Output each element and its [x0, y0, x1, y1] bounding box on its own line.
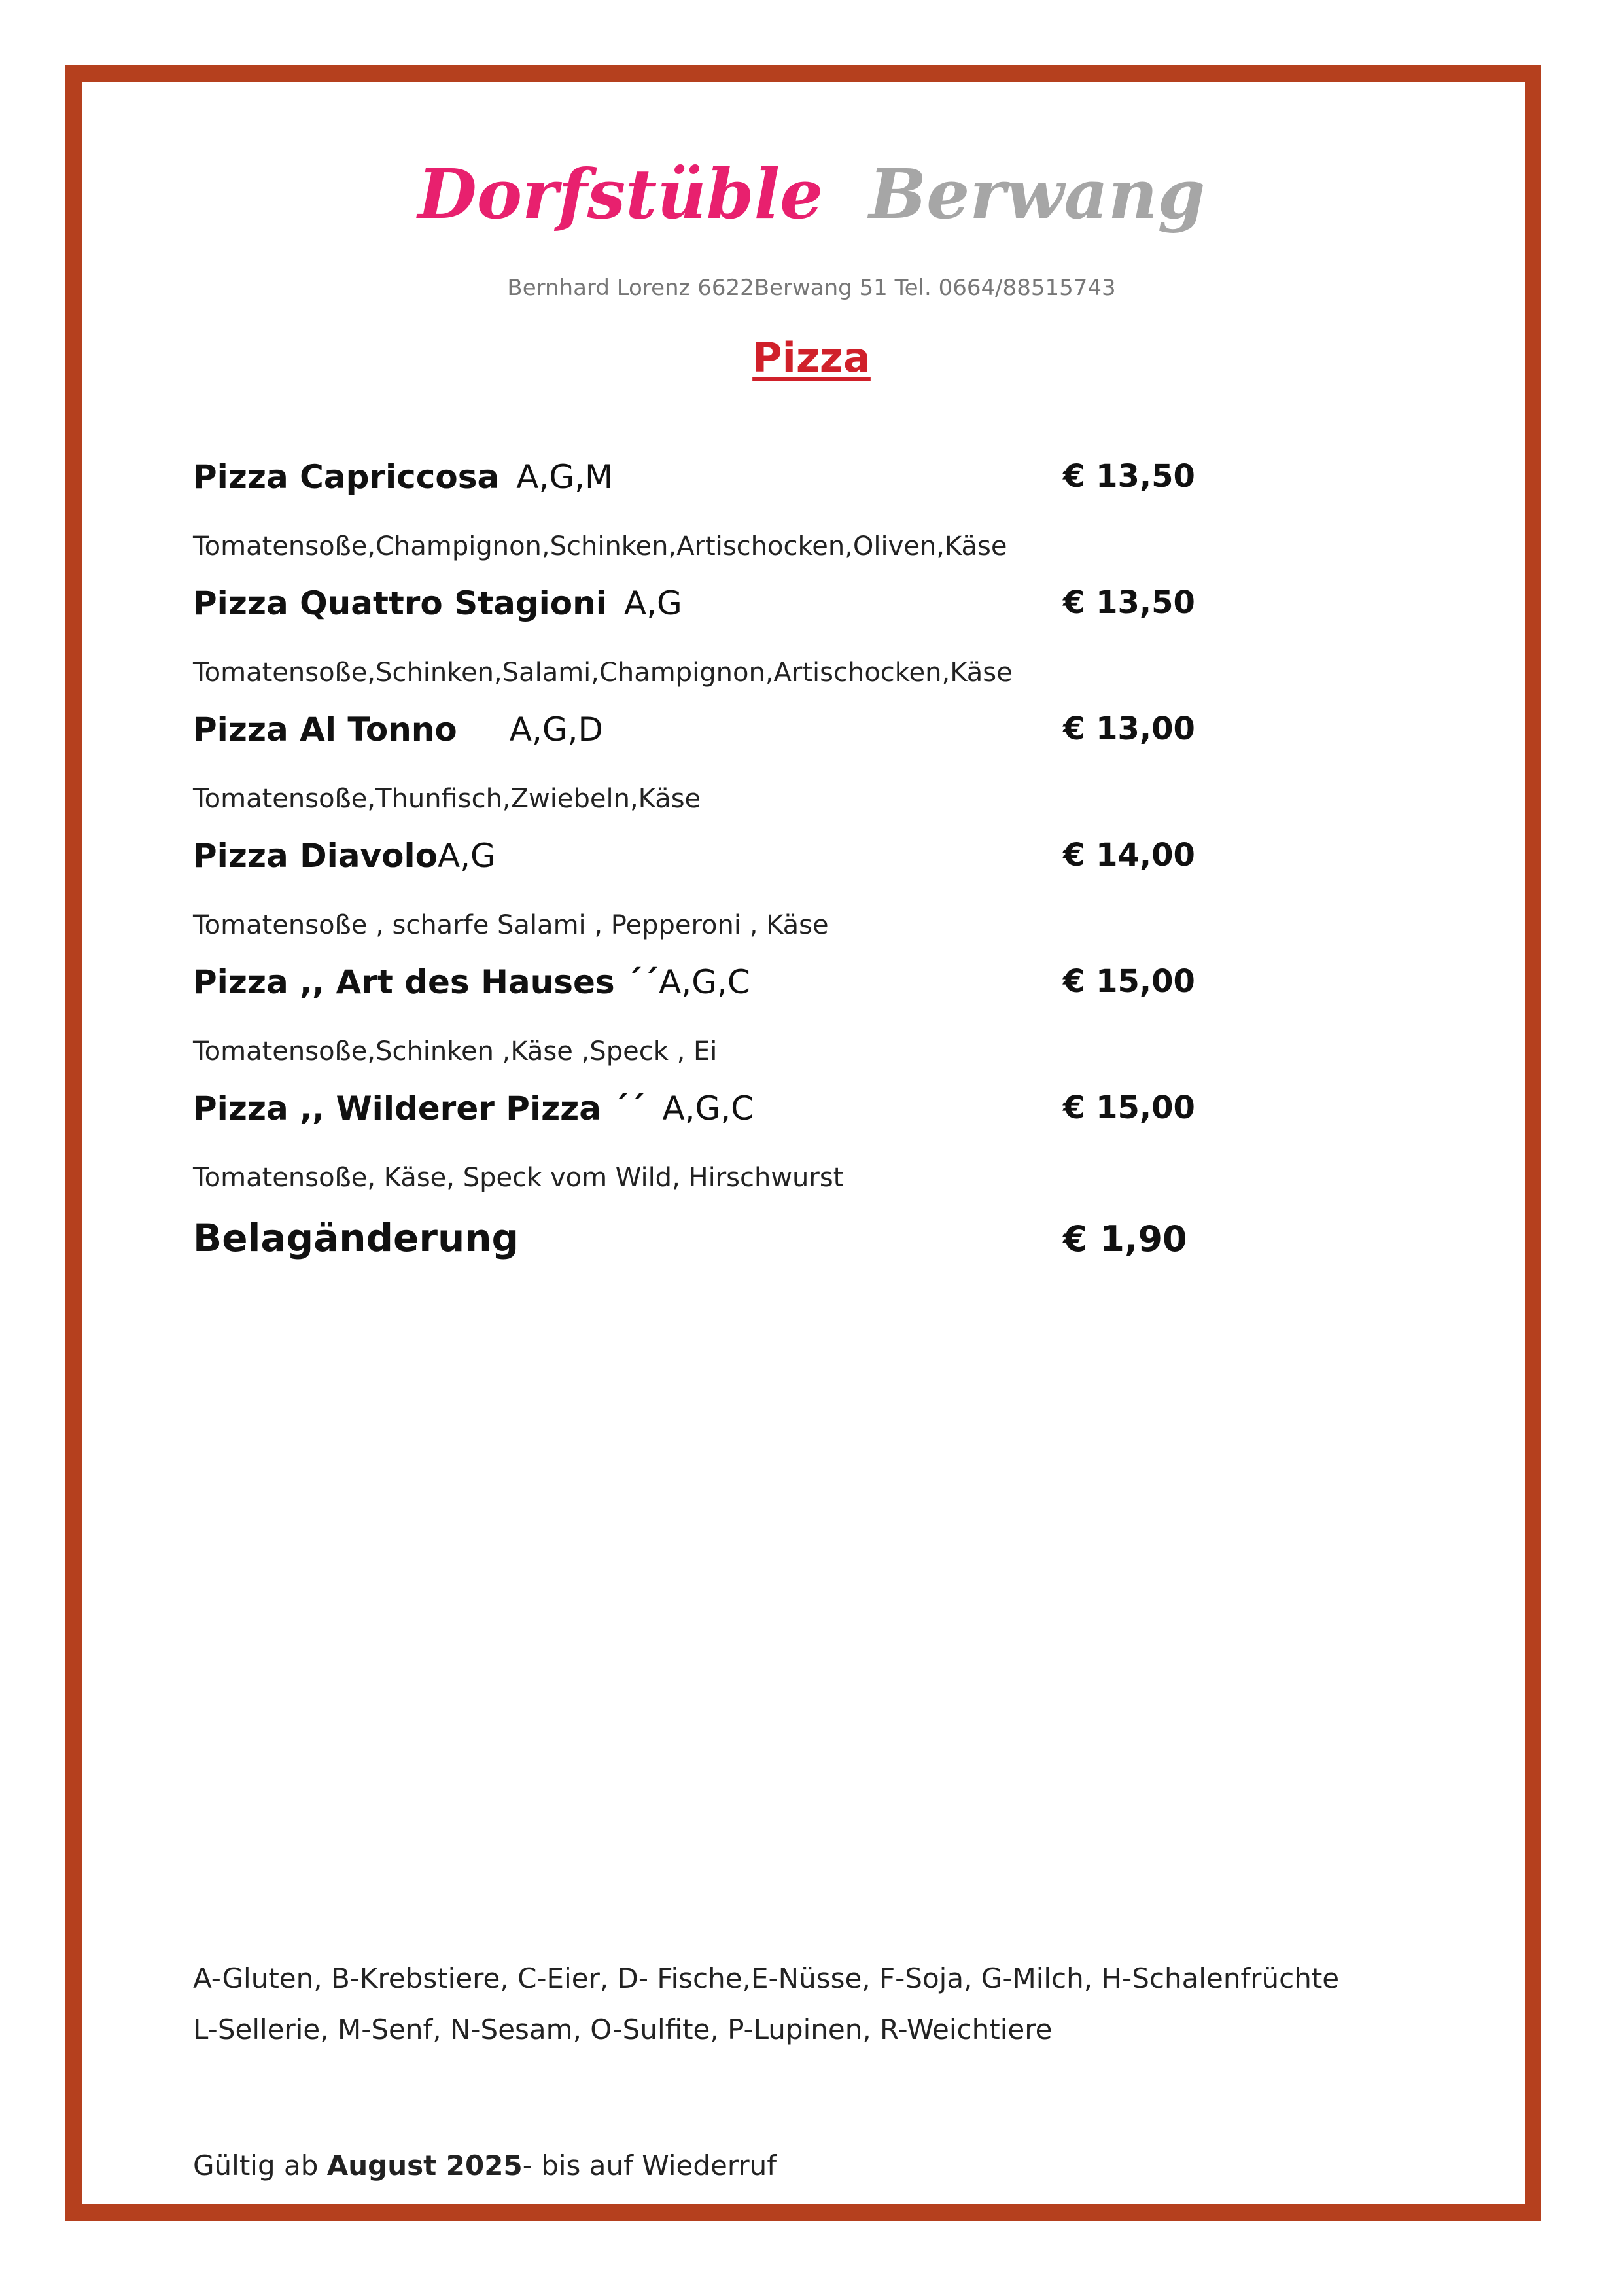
allergen-legend-line: A-Gluten, B-Krebstiere, C-Eier, D- Fische,E-Nüsse, F-Soja, G-Milch, H-Schalenfrüchte — [193, 1962, 1340, 1994]
item-description: Tomatensoße,Thunfisch,Zwiebeln,Käse — [193, 784, 701, 814]
item-description: Tomatensoße,Champignon,Schinken,Artischocken,Oliven,Käse — [193, 531, 1007, 561]
menu-item — [193, 458, 1240, 584]
validity-date: August 2025 — [326, 2149, 523, 2181]
item-name: Pizza Capriccosa — [193, 458, 500, 496]
item-price: € 13,50 — [1063, 458, 1195, 495]
item-price: € 13,50 — [1063, 584, 1195, 621]
menu-list — [193, 458, 1240, 1281]
item-description: Tomatensoße, Käse, Speck vom Wild, Hirschwurst — [193, 1163, 844, 1193]
menu-item — [193, 584, 1240, 711]
item-description: Tomatensoße,Schinken,Salami,Champignon,Artischocken,Käse — [193, 658, 1013, 688]
item-allergens: A,G,D — [509, 711, 603, 749]
item-name: Pizza Diavolo — [193, 837, 438, 875]
validity-prefix: Gültig ab — [193, 2149, 327, 2181]
item-price: € 14,00 — [1063, 837, 1195, 874]
item-description: Tomatensoße,Schinken ,Käse ,Speck , Ei — [193, 1036, 718, 1067]
item-name: Pizza ,, Wilderer Pizza ´´ — [193, 1089, 646, 1127]
item-allergens: A,G,C — [659, 963, 750, 1001]
menu-item — [193, 711, 1240, 837]
logo-word-dorfstueble: Dorfstüble — [417, 154, 824, 234]
allergen-legend — [193, 1953, 1339, 2055]
validity-note — [193, 2149, 777, 2181]
restaurant-logo — [0, 154, 1623, 234]
menu-item — [193, 837, 1240, 963]
item-allergens: A,G — [623, 584, 682, 622]
menu-item — [193, 1089, 1240, 1216]
section-title: Pizza — [752, 334, 871, 381]
allergen-legend-line: L-Sellerie, M-Senf, N-Sesam, O-Sulfite, P-Lupinen, R-Weichtiere — [193, 2013, 1053, 2045]
contact-address: Bernhard Lorenz 6622Berwang 51 Tel. 0664/88515743 — [507, 275, 1116, 301]
item-name: Pizza Quattro Stagioni — [193, 584, 607, 622]
item-description: Tomatensoße , scharfe Salami , Pepperoni , Käse — [193, 910, 829, 940]
item-allergens: A,G,M — [516, 458, 614, 496]
item-name: Pizza Al Tonno — [193, 711, 457, 749]
item-price: € 15,00 — [1063, 1089, 1195, 1126]
extra-price: € 1,90 — [1063, 1218, 1187, 1260]
menu-item — [193, 963, 1240, 1089]
topping-change-row — [193, 1216, 1240, 1281]
item-price: € 15,00 — [1063, 963, 1195, 1000]
item-name: Pizza ,, Art des Hauses ´´ — [193, 963, 659, 1001]
item-allergens: A,G — [437, 837, 496, 875]
logo-word-berwang: Berwang — [869, 154, 1206, 234]
item-price: € 13,00 — [1063, 711, 1195, 747]
extra-name: Belagänderung — [193, 1216, 519, 1260]
validity-suffix: - bis auf Wiederruf — [522, 2149, 777, 2181]
item-allergens: A,G,C — [662, 1089, 754, 1127]
